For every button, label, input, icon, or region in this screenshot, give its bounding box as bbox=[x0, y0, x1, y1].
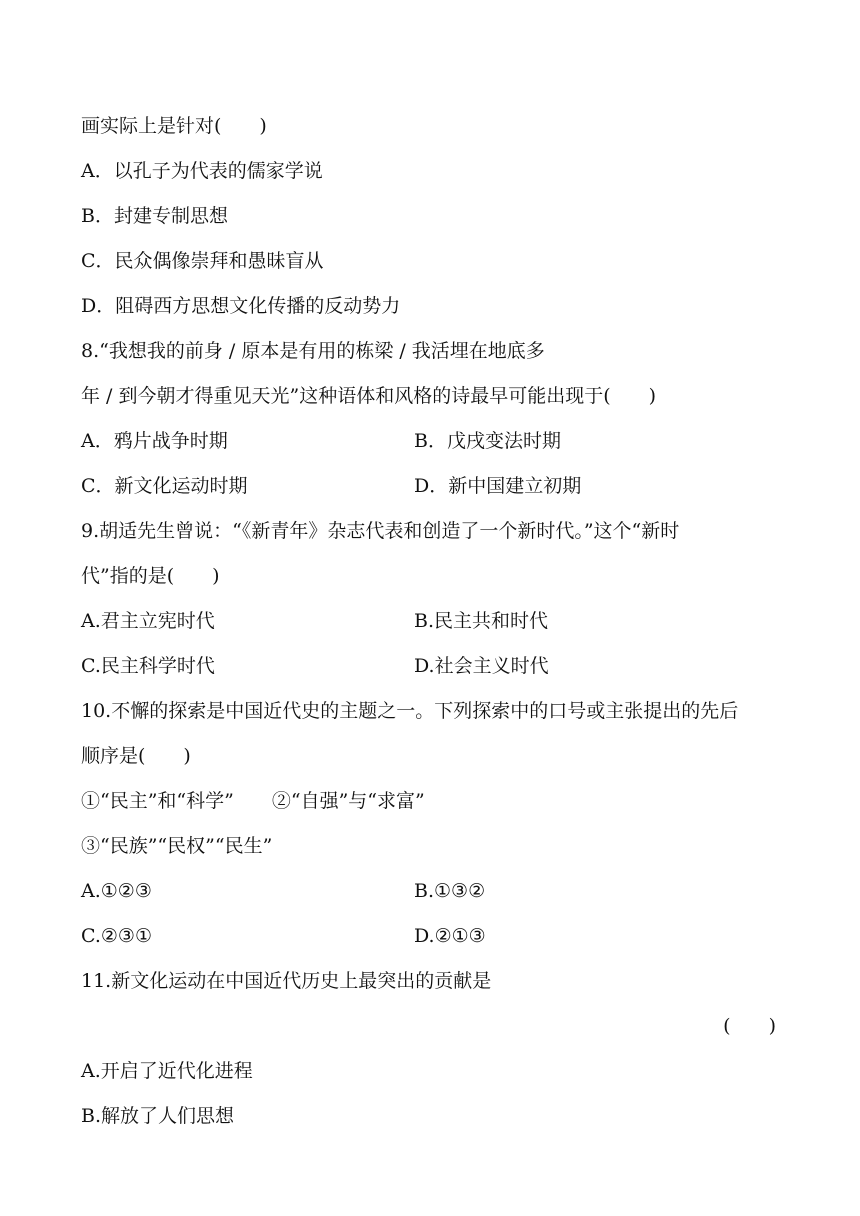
question-9-stem-line-1: 9.胡适先生曾说：“《新青年》杂志代表和创造了一个新时代。”这个“新时 bbox=[81, 520, 680, 542]
question-11-stem: 11.新文化运动在中国近代历史上最突出的贡献是 bbox=[81, 970, 492, 992]
question-8-option-a: A．鸦片战争时期 bbox=[81, 430, 228, 452]
question-10-items-line-2: ③“民族”“民权”“民生” bbox=[81, 835, 273, 857]
question-11-answer-bracket: ( ) bbox=[723, 1015, 776, 1037]
question-10-option-d: D.②①③ bbox=[414, 925, 486, 947]
question-11-option-b: B.解放了人们思想 bbox=[81, 1105, 235, 1127]
question-7-option-a: A．以孔子为代表的儒家学说 bbox=[81, 160, 323, 182]
question-7-option-c: C．民众偶像崇拜和愚昧盲从 bbox=[81, 250, 324, 272]
question-10-option-c: C.②③① bbox=[81, 925, 152, 947]
question-9-option-d: D.社会主义时代 bbox=[414, 655, 549, 677]
question-10-stem-line-2: 顺序是( ) bbox=[81, 745, 191, 767]
question-10-option-a: A.①②③ bbox=[81, 880, 152, 902]
question-9-stem-line-2: 代”指的是( ) bbox=[81, 565, 220, 587]
question-7-option-d: D．阻碍西方思想文化传播的反动势力 bbox=[81, 295, 401, 317]
question-7-option-b: B．封建专制思想 bbox=[81, 205, 228, 227]
question-10-stem-line-1: 10.不懈的探索是中国近代史的主题之一。下列探索中的口号或主张提出的先后 bbox=[81, 700, 739, 722]
question-10-items-line-1: ①“民主”和“科学” ②“自强”与“求富” bbox=[81, 790, 425, 812]
question-8-stem-line-2: 年 / 到今朝才得重见天光”这种语体和风格的诗最早可能出现于( ) bbox=[81, 385, 657, 407]
question-9-option-c: C.民主科学时代 bbox=[81, 655, 215, 677]
question-8-option-c: C．新文化运动时期 bbox=[81, 475, 248, 497]
question-10-option-b: B.①③② bbox=[414, 880, 486, 902]
question-8-stem-line-1: 8.“我想我的前身 / 原本是有用的栋梁 / 我活埋在地底多 bbox=[81, 340, 545, 362]
question-8-option-d: D．新中国建立初期 bbox=[414, 475, 582, 497]
question-9-option-b: B.民主共和时代 bbox=[414, 610, 549, 632]
question-9-option-a: A.君主立宪时代 bbox=[81, 610, 215, 632]
question-7-stem: 画实际上是针对( ) bbox=[81, 115, 267, 137]
question-11-option-a: A.开启了近代化进程 bbox=[81, 1060, 253, 1082]
question-8-option-b: B．戊戌变法时期 bbox=[414, 430, 561, 452]
